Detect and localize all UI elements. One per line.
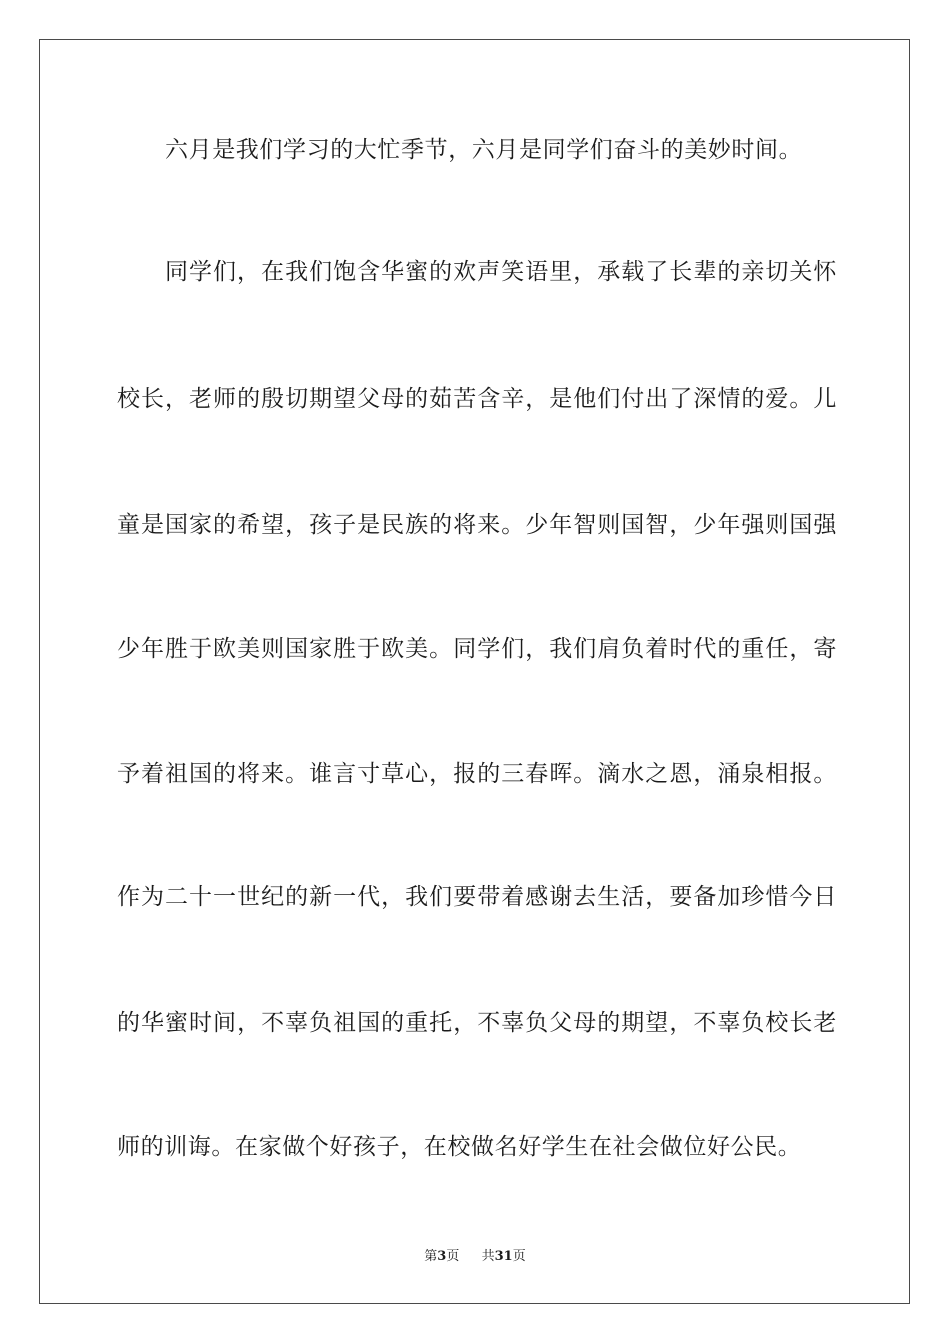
text-line-6: 予着祖国的将来。谁言寸草心，报的三春晖。滴水之恩，涌泉相报。 [117, 761, 837, 787]
total-prefix: 共 [481, 1249, 495, 1264]
page-border [39, 39, 910, 1304]
text-line-1: 六月是我们学习的大忙季节，六月是同学们奋斗的美妙时间。 [165, 137, 803, 163]
total-pages: 31 [494, 1249, 513, 1264]
page-footer [0, 1248, 950, 1266]
text-line-5: 少年胜于欧美则国家胜于欧美。同学们，我们肩负着时代的重任，寄 [117, 636, 837, 662]
page-number: 3 [437, 1249, 447, 1264]
text-line-4: 童是国家的希望，孩子是民族的将来。少年智则国智，少年强则国强 [117, 512, 837, 538]
text-line-3: 校长，老师的殷切期望父母的茹苦含辛，是他们付出了深情的爱。儿 [117, 386, 837, 412]
text-line-9: 师的训诲。在家做个好孩子，在校做名好学生在社会做位好公民。 [117, 1134, 802, 1160]
text-line-8: 的华蜜时间，不辜负祖国的重托，不辜负父母的期望，不辜负校长老 [117, 1010, 837, 1036]
total-suffix: 页 [512, 1249, 526, 1264]
page-prefix: 第 [424, 1249, 438, 1264]
text-line-2: 同学们，在我们饱含华蜜的欢声笑语里，承载了长辈的亲切关怀 [165, 259, 837, 285]
page-suffix: 页 [446, 1249, 460, 1264]
text-line-7: 作为二十一世纪的新一代，我们要带着感谢去生活，要备加珍惜今日 [117, 884, 837, 910]
